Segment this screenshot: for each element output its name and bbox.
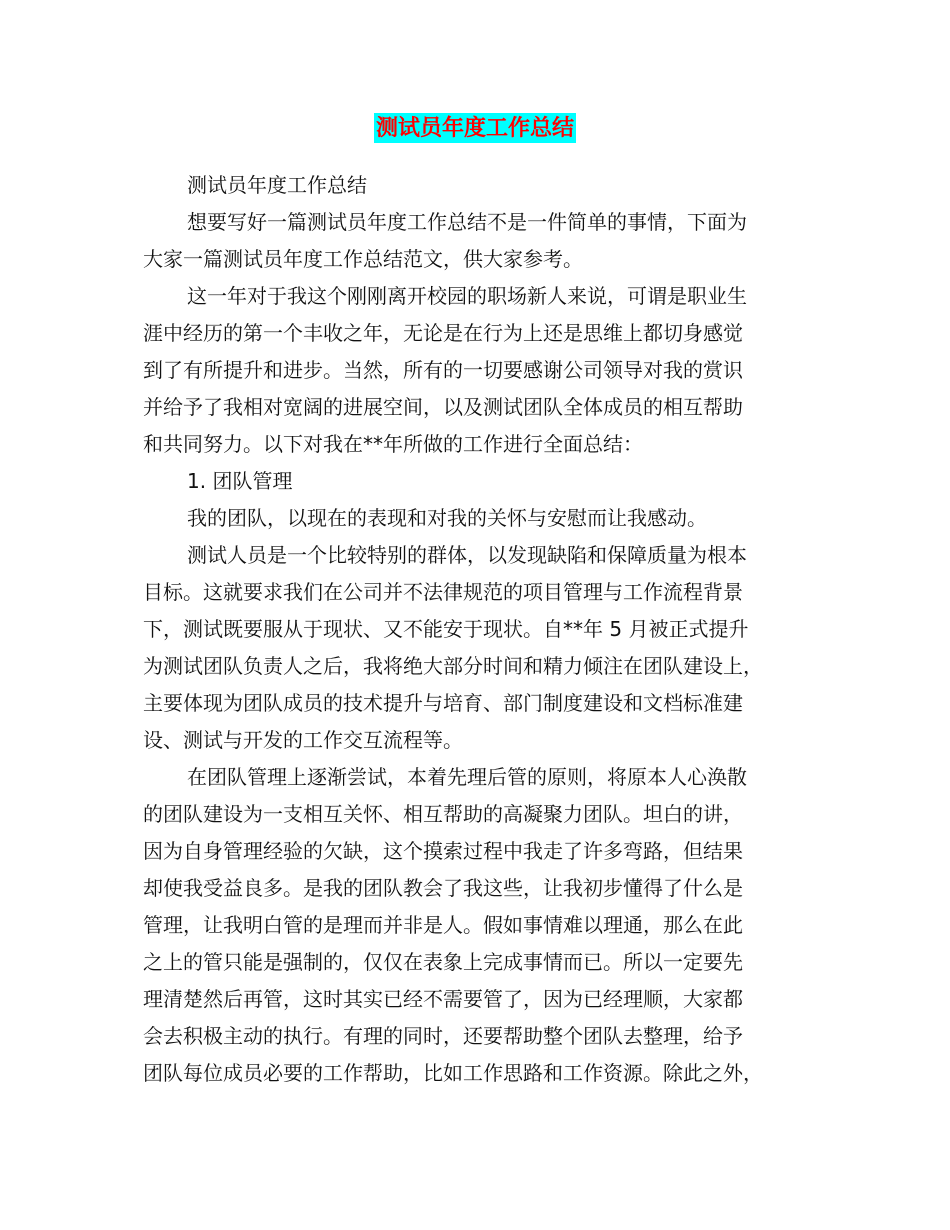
text-line: 理清楚然后再管，这时其实已经不需要管了，因为已经理顺，大家都 [143,987,743,1011]
text-line: 下，测试既要服从于现状、又不能安于现状。自**年 5 月被正式提升 [143,617,749,641]
text-line: 却使我受益良多。是我的团队教会了我这些，让我初步懂得了什么是 [143,876,743,900]
text-line: 为测试团队负责人之后，我将绝大部分时间和精力倾注在团队建设上， [143,654,763,678]
text-line: 的团队建设为一支相互关怀、相互帮助的高凝聚力团队。坦白的讲， [143,802,743,826]
text-line: 涯中经历的第一个丰收之年，无论是在行为上还是思维上都切身感觉 [143,321,743,345]
text-line: 会去积极主动的执行。有理的同时，还要帮助整个团队去整理，给予 [143,1024,743,1048]
text-line: 到了有所提升和进步。当然，所有的一切要感谢公司领导对我的赏识 [143,358,743,382]
text-line: 1. 团队管理 [187,469,293,493]
document-body [143,167,803,1092]
text-line: 设、测试与开发的工作交互流程等。 [143,728,463,752]
text-line: 之上的管只能是强制的，仅仅在表象上完成事情而已。所以一定要先 [143,950,743,974]
document-title: 测试员年度工作总结 [375,115,574,141]
text-line: 这一年对于我这个刚刚离开校园的职场新人来说，可谓是职业生 [187,284,747,308]
text-line: 团队每位成员必要的工作帮助，比如工作思路和工作资源。除此之外， [143,1061,763,1085]
text-line: 因为自身管理经验的欠缺，这个摸索过程中我走了许多弯路，但结果 [143,839,743,863]
text-line: 想要写好一篇测试员年度工作总结不是一件简单的事情，下面为 [187,210,747,234]
text-line: 测试人员是一个比较特别的群体，以发现缺陷和保障质量为根本 [187,543,747,567]
text-line: 主要体现为团队成员的技术提升与培育、部门制度建设和文档标准建 [143,691,743,715]
text-line: 管理，让我明白管的是理而并非是人。假如事情难以理通，那么在此 [143,913,743,937]
text-line: 测试员年度工作总结 [187,173,367,197]
text-line: 大家一篇测试员年度工作总结范文，供大家参考。 [143,247,583,271]
title-wrapper [0,113,950,143]
text-line: 我的团队，以现在的表现和对我的关怀与安慰而让我感动。 [187,506,707,530]
text-line: 目标。这就要求我们在公司并不法律规范的项目管理与工作流程背景 [143,580,743,604]
text-line: 和共同努力。以下对我在**年所做的工作进行全面总结： [143,432,643,456]
text-line: 在团队管理上逐渐尝试，本着先理后管的原则，将原本人心涣散 [187,765,747,789]
text-line: 并给予了我相对宽阔的进展空间，以及测试团队全体成员的相互帮助 [143,395,743,419]
